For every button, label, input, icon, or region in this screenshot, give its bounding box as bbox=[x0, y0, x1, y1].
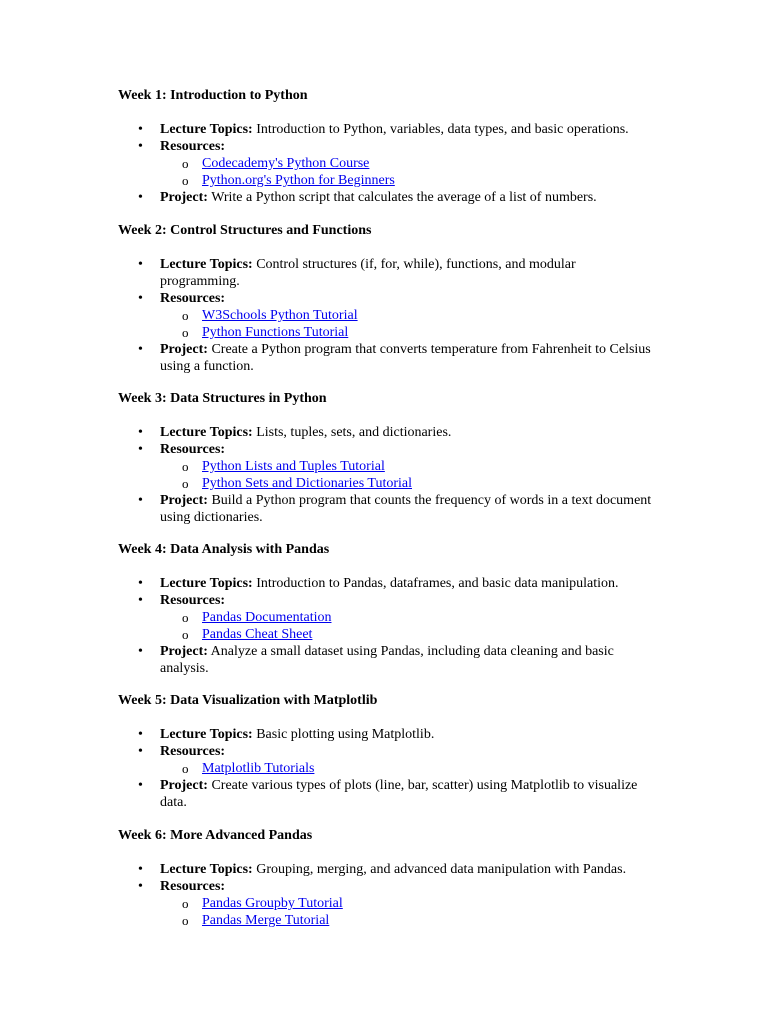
resource-item bbox=[160, 895, 658, 912]
resource-item bbox=[160, 475, 658, 492]
lecture-topics-text: Lists, tuples, sets, and dictionaries. bbox=[256, 425, 452, 440]
resource-link-list bbox=[160, 155, 658, 189]
resources-label: Resources: bbox=[160, 744, 226, 759]
week-section bbox=[118, 692, 658, 811]
project-item bbox=[118, 492, 658, 526]
project-label: Project: bbox=[160, 342, 208, 357]
lecture-topics-item bbox=[118, 256, 658, 290]
week-title: Week 3: Data Structures in Python bbox=[118, 391, 327, 406]
resource-link-list bbox=[160, 760, 658, 777]
resource-item bbox=[160, 760, 658, 777]
resource-item bbox=[160, 458, 658, 475]
resource-link[interactable]: Python Sets and Dictionaries Tutorial bbox=[202, 476, 412, 491]
resource-link-list bbox=[160, 458, 658, 492]
lecture-topics-text: Control structures (if, for, while), functions, and modular programming. bbox=[160, 257, 576, 289]
lecture-topics-item bbox=[118, 575, 658, 592]
resource-item bbox=[160, 609, 658, 626]
project-text: Write a Python script that calculates the average of a list of numbers. bbox=[211, 190, 597, 205]
project-text: Build a Python program that counts the frequency of words in a text document using dictionaries. bbox=[160, 493, 652, 525]
project-label: Project: bbox=[160, 644, 208, 659]
lecture-topics-label: Lecture Topics: bbox=[160, 257, 253, 272]
project-item bbox=[118, 777, 658, 811]
resource-item bbox=[160, 912, 658, 929]
week-title: Week 6: More Advanced Pandas bbox=[118, 828, 313, 843]
lecture-topics-label: Lecture Topics: bbox=[160, 727, 253, 742]
lecture-topics-label: Lecture Topics: bbox=[160, 862, 253, 877]
lecture-topics-item bbox=[118, 726, 658, 743]
week-topic-list bbox=[118, 424, 658, 526]
resource-link[interactable]: Pandas Groupby Tutorial bbox=[202, 896, 343, 911]
project-label: Project: bbox=[160, 778, 208, 793]
lecture-topics-label: Lecture Topics: bbox=[160, 576, 253, 591]
week-section bbox=[118, 87, 658, 206]
resource-link-list bbox=[160, 609, 658, 643]
resource-link[interactable]: Codecademy's Python Course bbox=[202, 156, 370, 171]
project-item bbox=[118, 341, 658, 375]
lecture-topics-label: Lecture Topics: bbox=[160, 122, 253, 137]
resource-link[interactable]: W3Schools Python Tutorial bbox=[202, 308, 358, 323]
project-text: Analyze a small dataset using Pandas, including data cleaning and basic analysis. bbox=[160, 644, 614, 676]
resource-item bbox=[160, 626, 658, 643]
project-item bbox=[118, 189, 658, 206]
project-text: Create a Python program that converts temperature from Fahrenheit to Celsius using a function. bbox=[160, 342, 651, 374]
lecture-topics-item bbox=[118, 861, 658, 878]
resource-link[interactable]: Matplotlib Tutorials bbox=[202, 761, 315, 776]
lecture-topics-text: Introduction to Pandas, dataframes, and basic data manipulation. bbox=[256, 576, 619, 591]
resources-item bbox=[118, 138, 658, 189]
lecture-topics-text: Introduction to Python, variables, data types, and basic operations. bbox=[256, 122, 629, 137]
resource-link[interactable]: Python.org's Python for Beginners bbox=[202, 173, 395, 188]
week-section bbox=[118, 827, 658, 929]
resources-item bbox=[118, 592, 658, 643]
week-section bbox=[118, 390, 658, 526]
week-section bbox=[118, 222, 658, 375]
resources-label: Resources: bbox=[160, 879, 226, 894]
resources-label: Resources: bbox=[160, 593, 226, 608]
resource-link-list bbox=[160, 895, 658, 929]
resources-item bbox=[118, 878, 658, 929]
resource-item bbox=[160, 307, 658, 324]
resource-link[interactable]: Pandas Documentation bbox=[202, 610, 332, 625]
week-title: Week 2: Control Structures and Functions bbox=[118, 223, 372, 238]
resources-label: Resources: bbox=[160, 139, 226, 154]
project-text: Create various types of plots (line, bar, scatter) using Matplotlib to visualize data. bbox=[160, 778, 638, 810]
lecture-topics-item bbox=[118, 121, 658, 138]
week-title: Week 1: Introduction to Python bbox=[118, 88, 308, 103]
resources-item bbox=[118, 743, 658, 777]
resource-link[interactable]: Pandas Merge Tutorial bbox=[202, 913, 330, 928]
lecture-topics-text: Basic plotting using Matplotlib. bbox=[256, 727, 435, 742]
resources-label: Resources: bbox=[160, 442, 226, 457]
lecture-topics-text: Grouping, merging, and advanced data manipulation with Pandas. bbox=[256, 862, 627, 877]
resource-link-list bbox=[160, 307, 658, 341]
resource-item bbox=[160, 172, 658, 189]
resources-item bbox=[118, 441, 658, 492]
week-title: Week 4: Data Analysis with Pandas bbox=[118, 542, 330, 557]
project-item bbox=[118, 643, 658, 677]
lecture-topics-label: Lecture Topics: bbox=[160, 425, 253, 440]
week-topic-list bbox=[118, 256, 658, 375]
resource-link[interactable]: Python Lists and Tuples Tutorial bbox=[202, 459, 385, 474]
resources-label: Resources: bbox=[160, 291, 226, 306]
project-label: Project: bbox=[160, 493, 208, 508]
resource-link[interactable]: Python Functions Tutorial bbox=[202, 325, 349, 340]
lecture-topics-item bbox=[118, 424, 658, 441]
week-section bbox=[118, 541, 658, 677]
resource-link[interactable]: Pandas Cheat Sheet bbox=[202, 627, 313, 642]
resource-item bbox=[160, 155, 658, 172]
project-label: Project: bbox=[160, 190, 208, 205]
resources-item bbox=[118, 290, 658, 341]
resource-item bbox=[160, 324, 658, 341]
week-topic-list bbox=[118, 575, 658, 677]
week-topic-list bbox=[118, 861, 658, 929]
week-topic-list bbox=[118, 121, 658, 206]
week-topic-list bbox=[118, 726, 658, 811]
week-title: Week 5: Data Visualization with Matplotlib bbox=[118, 693, 378, 708]
